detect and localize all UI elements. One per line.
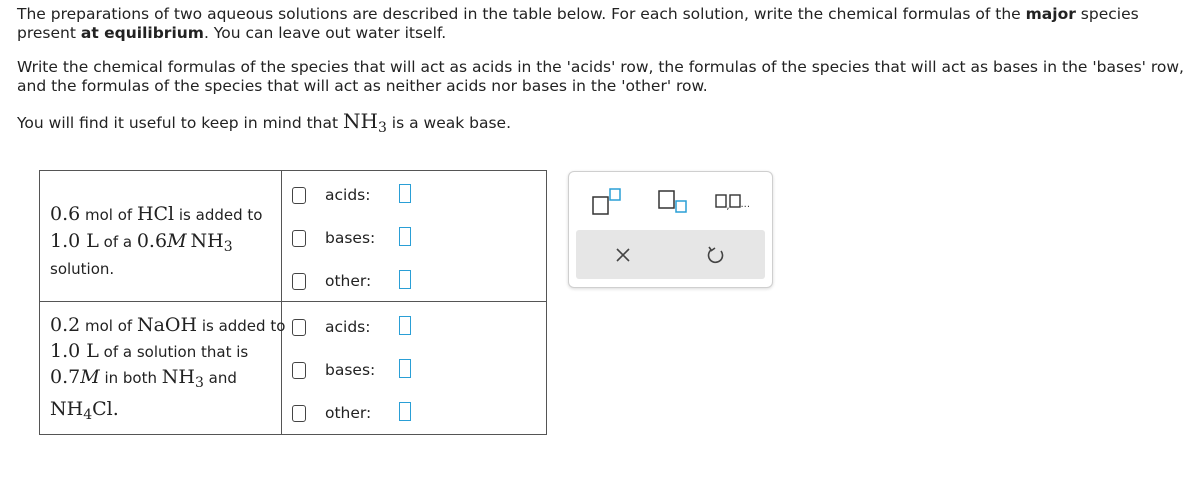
bases-label: bases: — [325, 229, 376, 247]
formula: Cl. — [92, 398, 119, 420]
text: of a — [98, 233, 137, 251]
acids-label: acids: — [325, 186, 371, 204]
amount: 0.6 — [50, 203, 81, 225]
instructions-text: . You can leave out water itself. — [203, 24, 447, 42]
solution-2-other-row — [282, 401, 546, 427]
emphasis-equilibrium: at equilibrium — [80, 24, 204, 42]
formula: NH — [50, 398, 84, 420]
solution-2-acids-row — [282, 315, 546, 341]
text: mol of — [80, 206, 137, 224]
bases-checkbox[interactable] — [292, 362, 306, 379]
instructions-paragraph-1 — [17, 5, 1187, 43]
solution-2-description — [40, 302, 286, 435]
superscript-icon[interactable] — [591, 187, 625, 221]
acids-answer-input[interactable] — [399, 316, 411, 335]
volume: 1.0 L — [50, 340, 99, 362]
solution-2-line-2 — [50, 340, 248, 362]
formula-subscript: 4 — [83, 407, 93, 423]
amount: 0.2 — [50, 314, 81, 336]
bases-answer-input[interactable] — [399, 227, 411, 246]
formula: NaOH — [136, 314, 198, 336]
molar-unit: M — [80, 366, 100, 388]
solution-1-line-1 — [50, 203, 262, 225]
formula: NH — [190, 230, 224, 252]
text: and — [203, 369, 237, 387]
svg-text:,: , — [726, 201, 730, 212]
clear-icon[interactable] — [615, 247, 631, 267]
formula-subscript: 3 — [194, 375, 204, 391]
solution-2-line-4 — [50, 398, 119, 423]
concentration: 0.7 — [50, 366, 81, 388]
emphasis-major: major — [1025, 5, 1076, 23]
instructions-paragraph-2: Write the chemical formulas of the species that will act as acids in the 'acids' row, the formulas of the species that will act as bases in the 'bases' row, and the formulas of the species that will act as neither acids nor bases in the 'other' row. — [17, 58, 1184, 95]
formula-subscript: 3 — [377, 120, 387, 136]
solution-2-line-3 — [50, 366, 237, 391]
instructions-text: species present — [17, 5, 1139, 42]
text: is added to — [197, 317, 286, 335]
concentration: 0.6 — [136, 230, 168, 252]
instructions-paragraph-3 — [17, 109, 512, 136]
other-checkbox[interactable] — [292, 405, 306, 422]
solution-1-bases-row — [282, 226, 546, 252]
text: mol of — [80, 317, 137, 335]
solution-2-line-1 — [50, 314, 285, 336]
solution-1-acids-row — [282, 183, 546, 209]
formula-toolbar — [568, 171, 773, 288]
solution-1-answers — [282, 171, 547, 302]
other-label: other: — [325, 272, 372, 290]
solution-1-description — [40, 171, 282, 302]
list-dots: ... — [740, 199, 751, 210]
toolbar-action-bar — [576, 230, 765, 279]
solution-2-bases-row — [282, 358, 546, 384]
list-icon[interactable] — [715, 190, 749, 216]
text: is added to — [174, 206, 263, 224]
solutions-table — [39, 170, 547, 435]
solution-row-1 — [40, 171, 547, 302]
formula-subscript: 3 — [223, 239, 233, 255]
instructions-text: You will find it useful to keep in mind that — [17, 114, 343, 132]
other-answer-input[interactable] — [399, 402, 411, 421]
formula: NH — [161, 366, 195, 388]
molar-unit: M — [167, 230, 187, 252]
solution-1-line-2 — [50, 230, 233, 255]
solution-1-line-3: solution. — [50, 260, 115, 278]
text: of a solution that is — [98, 343, 249, 361]
text: in both — [99, 369, 162, 387]
solution-row-2 — [40, 302, 547, 435]
acids-checkbox[interactable] — [292, 319, 306, 336]
subscript-icon[interactable] — [657, 189, 691, 219]
other-checkbox[interactable] — [292, 273, 306, 290]
acids-answer-input[interactable] — [399, 184, 411, 203]
formula: HCl — [136, 203, 175, 225]
other-answer-input[interactable] — [399, 270, 411, 289]
bases-label: bases: — [325, 361, 376, 379]
instructions-text: is a weak base. — [386, 114, 512, 132]
solution-1-other-row — [282, 269, 546, 295]
acids-label: acids: — [325, 318, 371, 336]
other-label: other: — [325, 404, 372, 422]
nh3-formula — [342, 109, 387, 136]
formula-text: NH — [342, 109, 378, 133]
instructions-text: The preparations of two aqueous solutions are described in the table below. For each solution, write the chemical formulas of the — [17, 5, 1026, 23]
solution-2-answers — [282, 302, 547, 435]
undo-icon[interactable] — [706, 245, 726, 269]
bases-answer-input[interactable] — [399, 359, 411, 378]
bases-checkbox[interactable] — [292, 230, 306, 247]
volume: 1.0 L — [50, 230, 99, 252]
acids-checkbox[interactable] — [292, 187, 306, 204]
